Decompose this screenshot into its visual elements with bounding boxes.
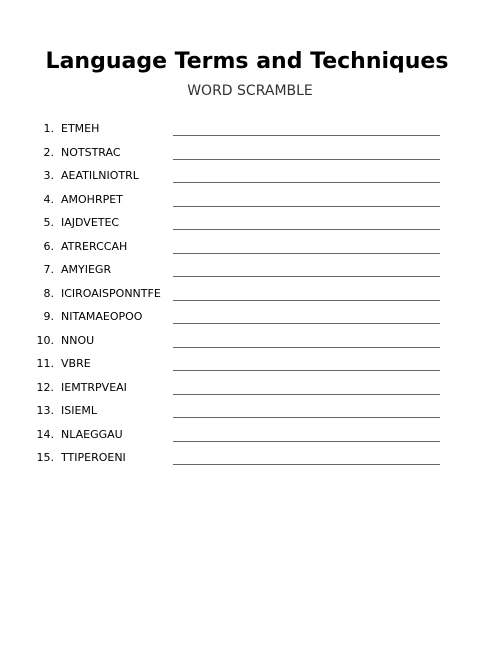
item-number: 7.	[43, 263, 54, 276]
scrambled-word: NLAEGGAU	[61, 427, 123, 441]
list-item	[0, 259, 500, 283]
answer-line[interactable]	[173, 300, 440, 301]
list-item	[0, 165, 500, 189]
scrambled-word: AMYIEGR	[61, 263, 112, 276]
list-item	[0, 212, 500, 236]
list-item	[0, 447, 500, 471]
item-number: 9.	[43, 310, 54, 323]
list-item	[0, 400, 500, 424]
item-number: 10.	[36, 333, 54, 347]
answer-line[interactable]	[173, 464, 440, 465]
answer-line[interactable]	[173, 206, 440, 207]
answer-line[interactable]	[173, 441, 440, 442]
scramble-list	[0, 118, 500, 471]
list-item	[0, 236, 500, 260]
scrambled-word: IEMTRPVEAI	[61, 380, 127, 394]
scrambled-word: NOTSTRAC	[61, 145, 121, 159]
item-number: 5.	[43, 216, 54, 229]
scrambled-word: ISIEML	[61, 404, 98, 417]
scrambled-word: AEATILNIOTRL	[61, 169, 139, 182]
scrambled-word: IAJDVETEC	[61, 216, 120, 229]
scrambled-word: ICIROAISPONNTFE	[61, 286, 161, 300]
page-title: Language Terms and Techniques	[45, 49, 449, 74]
item-number: 14.	[36, 427, 54, 441]
scrambled-word: ATRERCCAH	[61, 239, 128, 253]
scrambled-word: VBRE	[61, 357, 91, 370]
item-number: 11.	[36, 357, 54, 370]
item-number: 1.	[43, 122, 54, 135]
item-number: 2.	[43, 145, 54, 159]
answer-line[interactable]	[173, 253, 440, 254]
list-item	[0, 330, 500, 354]
answer-line[interactable]	[173, 323, 440, 324]
answer-line[interactable]	[173, 276, 440, 277]
item-number: 8.	[43, 286, 54, 300]
scrambled-word: NITAMAEOPOO	[61, 310, 143, 323]
item-number: 6.	[43, 239, 54, 253]
answer-line[interactable]	[173, 370, 440, 371]
scrambled-word: NNOU	[61, 333, 95, 347]
list-item	[0, 118, 500, 142]
answer-line[interactable]	[173, 417, 440, 418]
item-number: 3.	[43, 169, 54, 182]
scrambled-word: AMOHRPET	[61, 192, 123, 206]
scrambled-word: TTIPEROENI	[61, 451, 126, 464]
item-number: 13.	[36, 404, 54, 417]
item-number: 4.	[43, 192, 54, 206]
list-item	[0, 377, 500, 401]
list-item	[0, 353, 500, 377]
answer-line[interactable]	[173, 394, 440, 395]
list-item	[0, 142, 500, 166]
item-number: 15.	[36, 451, 54, 464]
scrambled-word: ETMEH	[61, 122, 100, 135]
answer-line[interactable]	[173, 182, 440, 183]
answer-line[interactable]	[173, 347, 440, 348]
list-item	[0, 424, 500, 448]
list-item	[0, 189, 500, 213]
answer-line[interactable]	[173, 229, 440, 230]
page-subtitle: WORD SCRAMBLE	[187, 83, 313, 99]
list-item	[0, 306, 500, 330]
item-number: 12.	[36, 380, 54, 394]
answer-line[interactable]	[173, 159, 440, 160]
answer-line[interactable]	[173, 135, 440, 136]
list-item	[0, 283, 500, 307]
